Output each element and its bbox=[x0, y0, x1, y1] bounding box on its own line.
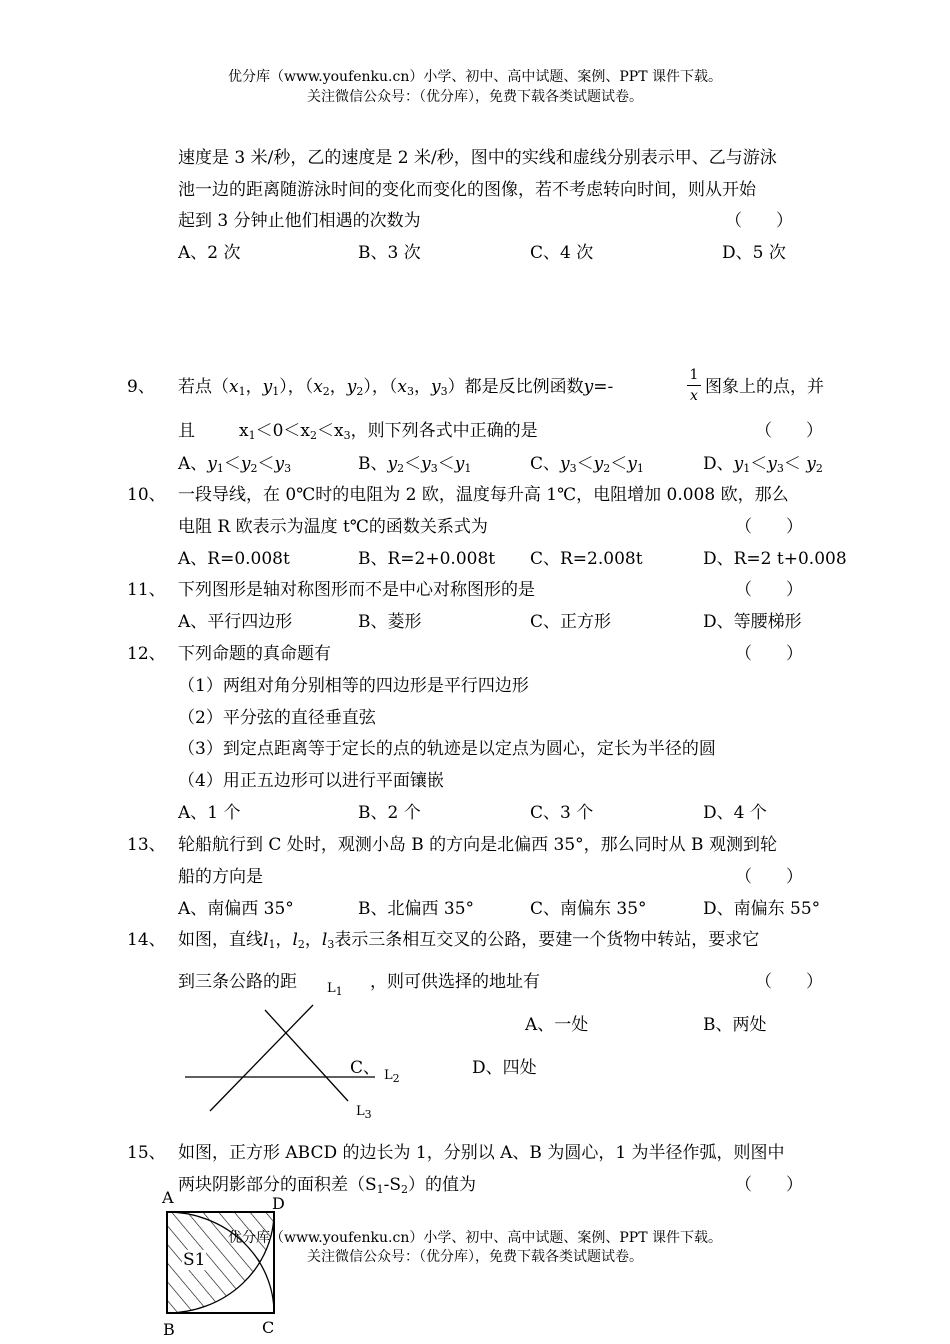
q8-answer-paren: （ ） bbox=[725, 211, 793, 231]
q14-number: 14、 bbox=[127, 930, 166, 950]
q8-line-1: 速度是 3 米/秒，乙的速度是 2 米/秒，图中的实线和虚线分别表示甲、乙与游泳 bbox=[178, 148, 777, 168]
q14-line-2a: 到三条公路的距 bbox=[178, 972, 297, 992]
q13-number: 13、 bbox=[127, 835, 166, 855]
q11-number: 11、 bbox=[127, 580, 166, 600]
q12-item-1: （1）两组对角分别相等的四边形是平行四边形 bbox=[178, 676, 529, 696]
q9-option-b: B、$y_2<y_3<y_1$ bbox=[358, 454, 472, 475]
q15-label-a: A bbox=[162, 1188, 174, 1207]
q11-option-c: C、正方形 bbox=[530, 612, 612, 632]
q11-option-b: B、菱形 bbox=[358, 612, 422, 632]
q10-option-b: B、R=2+0.008t bbox=[358, 549, 496, 569]
q15-line-2: 两块阴影部分的面积差$(S_1-S_2)$的值为 bbox=[178, 1175, 477, 1196]
q15-label-b: B bbox=[163, 1320, 175, 1339]
q8-option-c: C、4 次 bbox=[530, 243, 594, 263]
q15-label-d: D bbox=[272, 1194, 285, 1213]
q13-option-a: A、南偏西 35° bbox=[178, 899, 294, 919]
q10-line-2: 电阻 R 欧表示为温度 t℃的函数关系式为 bbox=[178, 517, 488, 537]
q10-answer-paren: （ ） bbox=[735, 517, 803, 537]
q12-line-1: 下列命题的真命题有 bbox=[178, 644, 331, 664]
header-line-2: 关注微信公众号：（优分库），免费下载各类试题试卷。 bbox=[307, 89, 643, 105]
q11-option-a: A、平行四边形 bbox=[178, 612, 293, 632]
q14-label-l3: $L_3$ bbox=[356, 1104, 372, 1121]
q14-option-b: B、两处 bbox=[703, 1015, 767, 1035]
q12-number: 12、 bbox=[127, 644, 166, 664]
q9-answer-paren: （ ） bbox=[755, 421, 823, 441]
q13-option-c: C、南偏东 35° bbox=[530, 899, 647, 919]
q8-option-a: A、2 次 bbox=[178, 243, 241, 263]
q12-option-b: B、2 个 bbox=[358, 803, 421, 823]
header-line-1: 优分库（www.youfenku.cn）小学、初中、高中试题、案例、PPT 课件下载。 bbox=[227, 69, 722, 85]
q9-option-d: D、$y_1<y_3< y_2$ bbox=[703, 454, 823, 475]
q14-answer-paren: （ ） bbox=[755, 972, 823, 992]
q12-option-a: A、1 个 bbox=[178, 803, 241, 823]
footer-line-1: 优分库（www.youfenku.cn）小学、初中、高中试题、案例、PPT 课件下载。 bbox=[227, 1230, 722, 1246]
q13-line-2: 船的方向是 bbox=[178, 867, 263, 887]
q9-option-a: A、$y_1<y_2<y_3$ bbox=[178, 454, 292, 475]
q11-answer-paren: （ ） bbox=[735, 580, 803, 600]
q15-line-1: 如图，正方形 ABCD 的边长为 1，分别以 A、B 为圆心，1 为半径作弧，则图中 bbox=[178, 1143, 785, 1163]
q10-line-1: 一段导线，在 0℃时的电阻为 2 欧，温度每升高 1℃，电阻增加 0.008 欧，那么 bbox=[178, 485, 789, 505]
q14-label-l2: $L_2$ bbox=[384, 1068, 400, 1085]
q14-option-d: D、四处 bbox=[472, 1058, 537, 1078]
q10-option-a: A、R=0.008t bbox=[178, 549, 290, 569]
q15-label-c: C bbox=[262, 1318, 275, 1337]
q14-label-l1: $L_1$ bbox=[327, 981, 343, 998]
q14-line-2b: ，则可供选择的地址有 bbox=[370, 972, 540, 992]
q9-fraction: 1 x bbox=[684, 366, 704, 405]
q10-option-d: D、R=2 t+0.008 bbox=[703, 549, 847, 569]
q14-line-1: 如图，直线$l_1$，$l_2$，$l_3$表示三条相互交叉的公路，要建一个货物中转站，要求它 bbox=[178, 930, 760, 951]
q15-label-s1: S1 bbox=[183, 1250, 206, 1270]
q9-line-1-end: 图象上的点，并 bbox=[705, 377, 824, 397]
q12-option-d: D、4 个 bbox=[703, 803, 767, 823]
q12-option-c: C、3 个 bbox=[530, 803, 594, 823]
q9-line-2: 且 $x_1<0<x_2<x_3$，则下列各式中正确的是 bbox=[178, 421, 538, 442]
q10-number: 10、 bbox=[127, 485, 166, 505]
q8-option-d: D、5 次 bbox=[722, 243, 786, 263]
q8-option-b: B、3 次 bbox=[358, 243, 421, 263]
q14-option-a: A、一处 bbox=[525, 1015, 589, 1035]
q13-line-1: 轮船航行到 C 处时，观测小岛 B 的方向是北偏西 35°，那么同时从 B 观测到轮 bbox=[178, 835, 777, 855]
q13-answer-paren: （ ） bbox=[735, 867, 803, 887]
q10-option-c: C、R=2.008t bbox=[530, 549, 643, 569]
q12-answer-paren: （ ） bbox=[735, 644, 803, 664]
q14-option-c: C、 bbox=[350, 1058, 381, 1078]
q8-line-2: 池一边的距离随游泳时间的变化而变化的图像，若不考虑转向时间，则从开始 bbox=[178, 180, 756, 200]
q15-answer-paren: （ ） bbox=[735, 1175, 803, 1195]
q9-line-1: 若点（$x_1$，$y_1$），（$x_2$，$y_2$），（$x_3$，$y_3$）都是反比例函数y=- bbox=[178, 377, 614, 398]
footer-line-2: 关注微信公众号：（优分库），免费下载各类试题试卷。 bbox=[307, 1249, 643, 1265]
q11-line-1: 下列图形是轴对称图形而不是中心对称图形的是 bbox=[178, 580, 535, 600]
q9-option-c: C、$y_3<y_2<y_1$ bbox=[530, 454, 644, 475]
q9-number: 9、 bbox=[127, 377, 155, 397]
q8-line-3: 起到 3 分钟止他们相遇的次数为 bbox=[178, 211, 421, 231]
q12-item-2: （2）平分弦的直径垂直弦 bbox=[178, 708, 376, 728]
q15-number: 15、 bbox=[127, 1143, 166, 1163]
q13-option-d: D、南偏东 55° bbox=[703, 899, 821, 919]
q12-item-4: （4）用正五边形可以进行平面镶嵌 bbox=[178, 771, 444, 791]
q12-item-3: （3）到定点距离等于定长的点的轨迹是以定点为圆心，定长为半径的圆 bbox=[178, 739, 716, 759]
q11-option-d: D、等腰梯形 bbox=[703, 612, 802, 632]
q13-option-b: B、北偏西 35° bbox=[358, 899, 475, 919]
